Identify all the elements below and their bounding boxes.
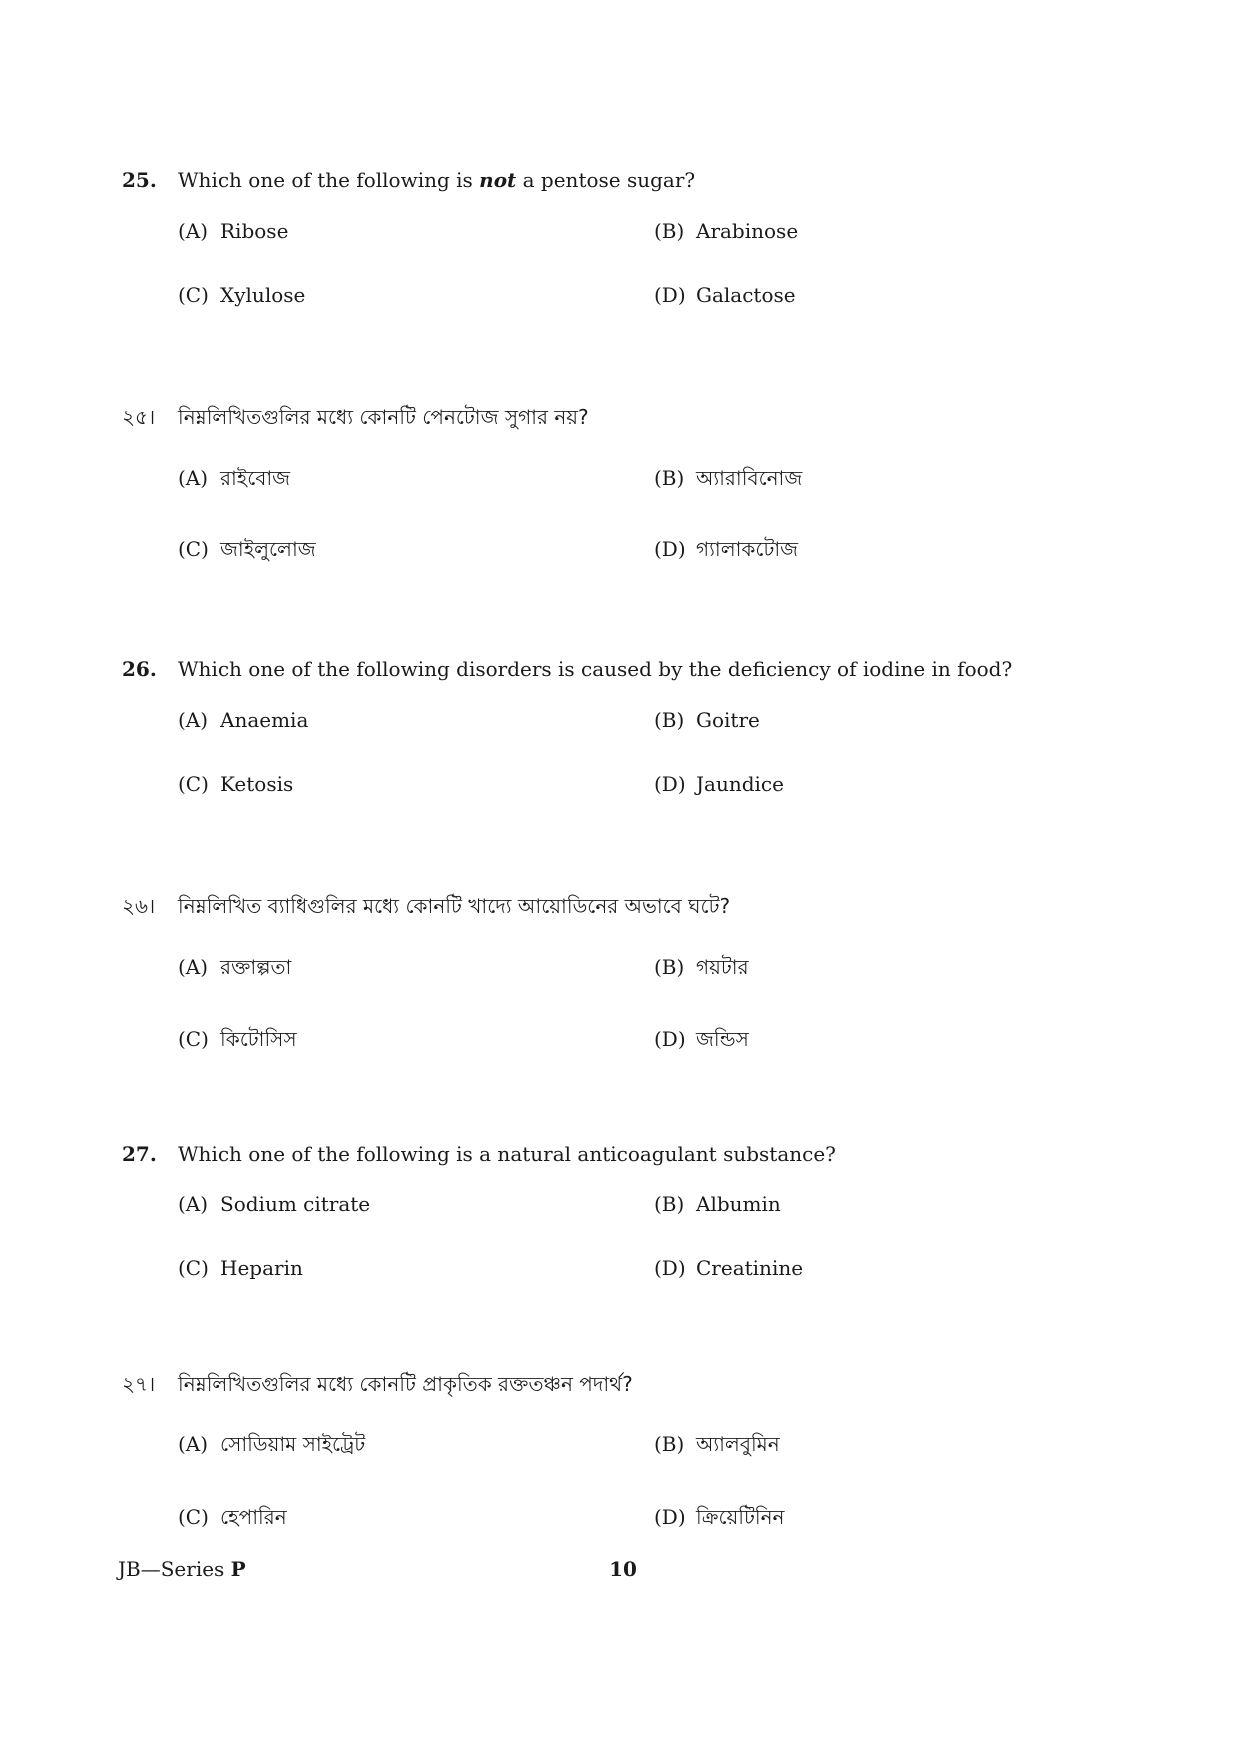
option-c-label: (C) — [178, 772, 209, 796]
option-a-text: Ribose — [220, 219, 289, 243]
question-text — [178, 167, 695, 193]
option-c-label: (C) — [178, 283, 209, 307]
question-text-emphasis: not — [479, 168, 517, 192]
option-a-text: রাইবোজ — [220, 466, 291, 490]
page-number: 10 — [609, 1557, 637, 1581]
option-b-text: অ্যারাবিনোজ — [696, 466, 803, 490]
question-text: নিম্নলিখিতগুলির মধ্যে কোনটি প্রাকৃতিক রক্ততঞ্চন পদার্থ? — [178, 1372, 633, 1396]
question-text: নিম্নলিখিতগুলির মধ্যে কোনটি পেনটোজ সুগার নয়? — [178, 405, 589, 429]
option-b-text: Goitre — [696, 708, 760, 732]
option-b-text: Albumin — [696, 1192, 781, 1216]
option-c-text: জাইলুলোজ — [220, 537, 316, 561]
option-d-label: (D) — [654, 1027, 686, 1051]
option-d-label: (D) — [654, 772, 686, 796]
question-number: ২৫। — [122, 405, 156, 429]
option-a-label: (A) — [178, 708, 209, 732]
series-prefix: JB—Series — [118, 1557, 231, 1581]
option-b-label: (B) — [654, 955, 685, 979]
question-number: ২৬। — [122, 894, 156, 918]
option-c-label: (C) — [178, 537, 209, 561]
option-a-label: (A) — [178, 466, 209, 490]
option-d-text: Galactose — [696, 283, 796, 307]
option-c-text: হেপারিন — [220, 1505, 287, 1529]
option-b-label: (B) — [654, 1432, 685, 1456]
option-d-label: (D) — [654, 537, 686, 561]
option-c-label: (C) — [178, 1027, 209, 1051]
option-d-text: গ্যালাকটোজ — [696, 537, 799, 561]
question-text: নিম্নলিখিত ব্যাধিগুলির মধ্যে কোনটি খাদ্যে আয়োডিনের অভাবে ঘটে? — [178, 894, 731, 918]
option-d-label: (D) — [654, 1256, 686, 1280]
option-d-label: (D) — [654, 283, 686, 307]
question-number: ২৭। — [122, 1372, 156, 1396]
option-a-text: রক্তাল্পতা — [220, 955, 292, 979]
option-c-text: Xylulose — [220, 283, 306, 307]
option-a-label: (A) — [178, 1432, 209, 1456]
option-c-text: কিটোসিস — [220, 1027, 297, 1051]
option-b-label: (B) — [654, 219, 685, 243]
option-a-text: Sodium citrate — [220, 1192, 371, 1216]
option-b-text: গয়টার — [696, 955, 749, 979]
option-a-label: (A) — [178, 1192, 209, 1216]
option-b-text: অ্যালবুমিন — [696, 1432, 780, 1456]
option-a-label: (A) — [178, 219, 209, 243]
option-d-text: জন্ডিস — [696, 1027, 749, 1051]
option-b-label: (B) — [654, 466, 685, 490]
option-a-text: সোডিয়াম সাইট্রেট — [220, 1432, 366, 1456]
option-c-label: (C) — [178, 1505, 209, 1529]
question-number: 27. — [122, 1142, 157, 1166]
option-b-text: Arabinose — [696, 219, 799, 243]
question-text: Which one of the following is a natural anticoagulant substance? — [178, 1142, 836, 1166]
option-a-text: Anaemia — [220, 708, 309, 732]
option-c-text: Heparin — [220, 1256, 303, 1280]
option-c-label: (C) — [178, 1256, 209, 1280]
series-letter: P — [230, 1557, 246, 1581]
series-label — [118, 1556, 246, 1582]
question-text-after: a pentose sugar? — [516, 168, 696, 192]
option-d-label: (D) — [654, 1505, 686, 1529]
question-text-before: Which one of the following is — [178, 168, 480, 192]
question-number: 25. — [122, 168, 157, 192]
question-number: 26. — [122, 657, 157, 681]
option-d-text: Creatinine — [696, 1256, 804, 1280]
option-d-text: Jaundice — [696, 772, 784, 796]
option-a-label: (A) — [178, 955, 209, 979]
option-b-label: (B) — [654, 708, 685, 732]
question-text: Which one of the following disorders is caused by the deficiency of iodine in food? — [178, 657, 1013, 681]
option-b-label: (B) — [654, 1192, 685, 1216]
option-d-text: ক্রিয়েটিনিন — [696, 1505, 785, 1529]
option-c-text: Ketosis — [220, 772, 294, 796]
